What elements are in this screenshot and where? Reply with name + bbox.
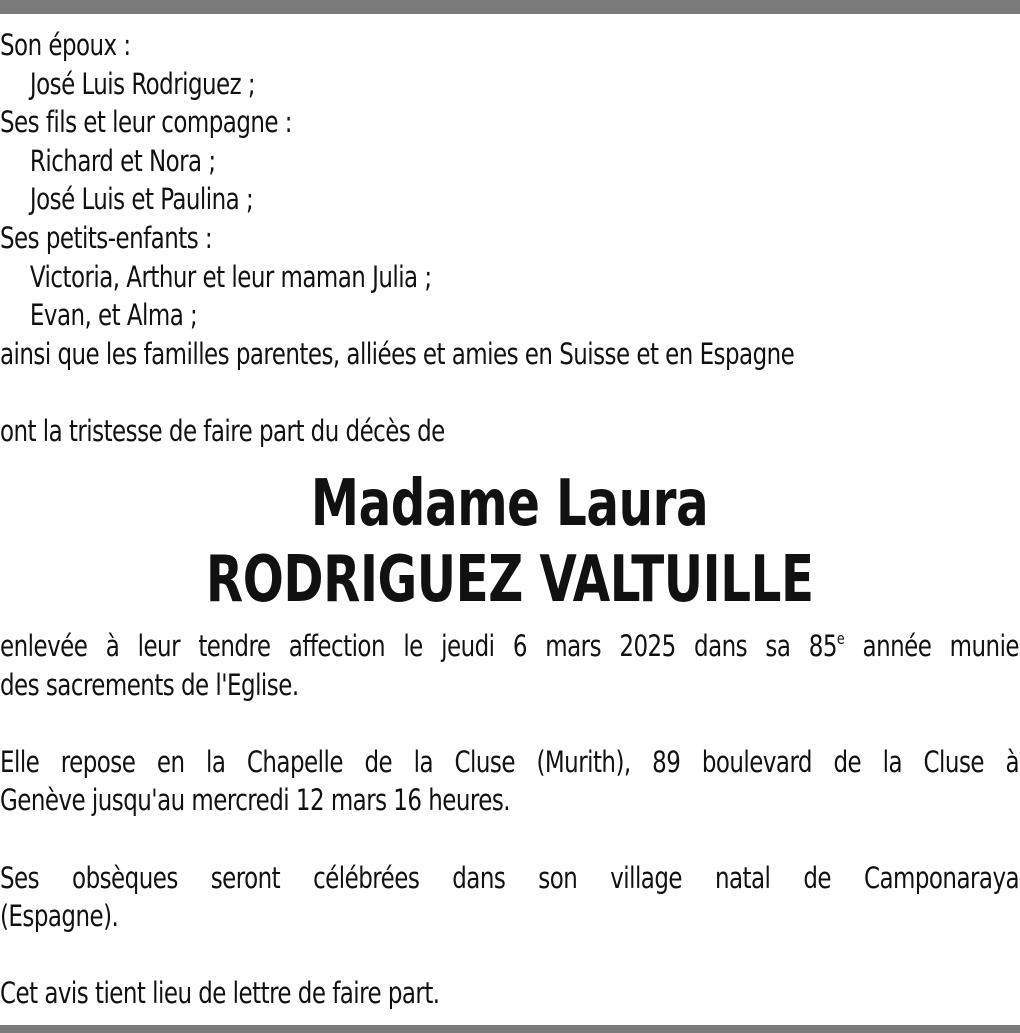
funeral-paragraph-line-1: Ses obsèques seront célébrées dans son village natal de Camponaraya: [0, 860, 1020, 895]
deceased-name: [0, 466, 1020, 618]
deceased-name-line-1: Madame Laura: [311, 467, 709, 541]
grandchildren-1: Victoria, Arthur et leur maman Julia ;: [29, 259, 432, 294]
sons-label: Ses fils et leur compagne :: [0, 105, 292, 140]
death-paragraph-line-1: enlevée à leur tendre affection le jeudi 6 mars 2025 dans sa 85e année munie: [0, 629, 1020, 663]
family-list: [0, 26, 898, 451]
ordinal-superscript: e: [836, 629, 845, 648]
closing-line: Cet avis tient lieu de lettre de faire part.: [0, 976, 440, 1011]
son-1: Richard et Nora ;: [29, 143, 216, 178]
death-paragraph-line-2: des sacrements de l'Eglise.: [0, 667, 299, 702]
repose-paragraph-line-1: Elle repose en la Chapelle de la Cluse (Murith), 89 boulevard de la Cluse à: [0, 744, 1020, 779]
bottom-rule: [0, 1025, 1020, 1033]
funeral-paragraph-line-2: (Espagne).: [0, 899, 119, 934]
spouse-label: Son époux :: [0, 28, 131, 62]
spouse-name: José Luis Rodriguez ;: [29, 66, 256, 101]
grandchildren-label: Ses petits-enfants :: [0, 220, 213, 255]
grandchildren-2: Evan, et Alma ;: [29, 298, 198, 333]
extended-family: ainsi que les familles parentes, alliées et amies en Suisse et en Espagne: [0, 336, 795, 371]
deceased-name-line-2: RODRIGUEZ VALTUILLE: [206, 543, 814, 617]
spacer: [0, 373, 898, 412]
son-2: José Luis et Paulina ;: [29, 182, 254, 217]
repose-paragraph-line-2: Genève jusqu'au mercredi 12 mars 16 heures.: [0, 783, 511, 818]
top-rule: [0, 0, 1020, 14]
notice-body: [0, 627, 1019, 1013]
announcement: ont la tristesse de faire part du décès de: [0, 413, 445, 448]
